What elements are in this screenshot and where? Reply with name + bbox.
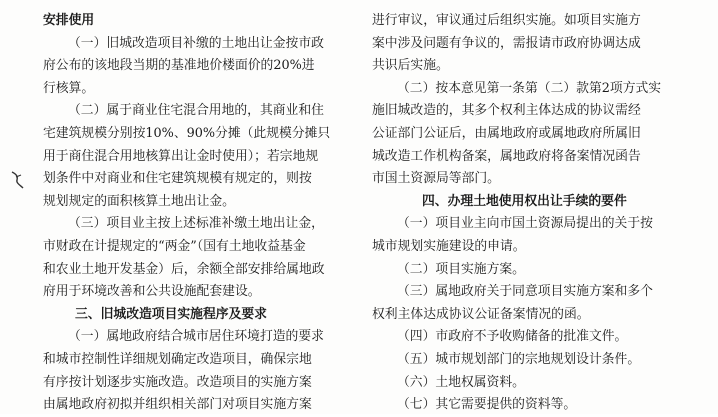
paragraph-line: 案中涉及问题有争议的，需报请市政府协调达成 [372, 35, 641, 51]
paragraph-line: 和城市控制性详细规划确定改造项目，确保宗地 [43, 351, 312, 367]
paragraph-line: 用于商住混合用地核算出让金时使用）；若宗地规 [43, 148, 319, 164]
paragraph-line: 规划规定的面积核算土地出让金。 [43, 193, 235, 209]
paragraph-first-line: （二）项目实施方案。 [397, 261, 525, 277]
paragraph-line: 权利主体达成协议公证备案情况的函。 [372, 306, 590, 322]
right-text-column [372, 10, 692, 417]
paragraph-first-line: （一）属地政府结合城市居住环境打造的要求 [68, 329, 324, 345]
section-heading: 安排使用 [43, 13, 95, 28]
paragraph-line: 行核算。 [43, 80, 95, 96]
paragraph-first-line: （四）市政府不予收购储备的批准文件。 [397, 329, 628, 345]
paragraph-line: 市国土资源局等部门。 [372, 171, 500, 187]
paragraph-line: 公证部门公证后，由属地政府或属地政府所属旧 [372, 125, 641, 141]
paragraph-line: 城市规划实施建设的申请。 [372, 238, 526, 254]
paragraph-line: 由属地政府初拟并组织相关部门对项目实施方案 [43, 397, 312, 413]
paragraph-line: 宅建筑规模分别按10%、90%分摊（此规模分摊只 [43, 125, 331, 141]
paragraph-line: 府用于环境改善和公共设施配套建设。 [43, 284, 261, 300]
paragraph-line: 府公布的该地段当期的基准地价楼面价的20%进 [43, 58, 315, 74]
left-text-column [43, 10, 361, 417]
paragraph-first-line: （二）按本意见第一条第（二）款第2项方式实 [397, 80, 662, 96]
paragraph-first-line: （一）项目业主向市国土资源局提出的关于按 [397, 216, 653, 232]
margin-ink-mark [8, 168, 28, 192]
paragraph-line: 和农业土地开发基金）后，余额全部安排给属地政 [43, 261, 325, 277]
paragraph-line: 共识后实施。 [372, 58, 449, 74]
paragraph-first-line: （二）属于商业住宅混合用地的，其商业和住 [68, 103, 324, 119]
paragraph-first-line: （三）项目业主按上述标准补缴土地出让金， [68, 216, 324, 232]
paragraph-line: 城改造工作机构备案，属地政府将备案情况函告 [372, 148, 641, 164]
paragraph-line: 进行审议，审议通过后组织实施。如项目实施方 [372, 13, 641, 28]
paragraph-line: 市财政在计提规定的“两金”（国有土地收益基金 [43, 238, 306, 254]
section-heading: 四、办理土地使用权出让手续的要件 [422, 193, 627, 209]
paragraph-first-line: （七）其它需要提供的资料等。 [397, 397, 577, 413]
paragraph-first-line: （三）属地政府关于同意项目实施方案和多个 [397, 284, 653, 300]
paragraph-line: 划条件中对商业和住宅建筑规模有规定的，则按 [43, 171, 312, 187]
paragraph-first-line: （五）城市规划部门的宗地规划设计条件。 [397, 351, 641, 367]
paragraph-line: 有序按计划逐步实施改造。改造项目的实施方案 [43, 374, 312, 390]
paragraph-first-line: （一）旧城改造项目补缴的土地出让金按市政 [68, 35, 324, 51]
paragraph-first-line: （六）土地权属资料。 [397, 374, 525, 390]
section-heading: 三、旧城改造项目实施程序及要求 [75, 306, 267, 322]
paragraph-line: 施旧城改造的，其多个权利主体达成的协议需经 [372, 103, 641, 119]
